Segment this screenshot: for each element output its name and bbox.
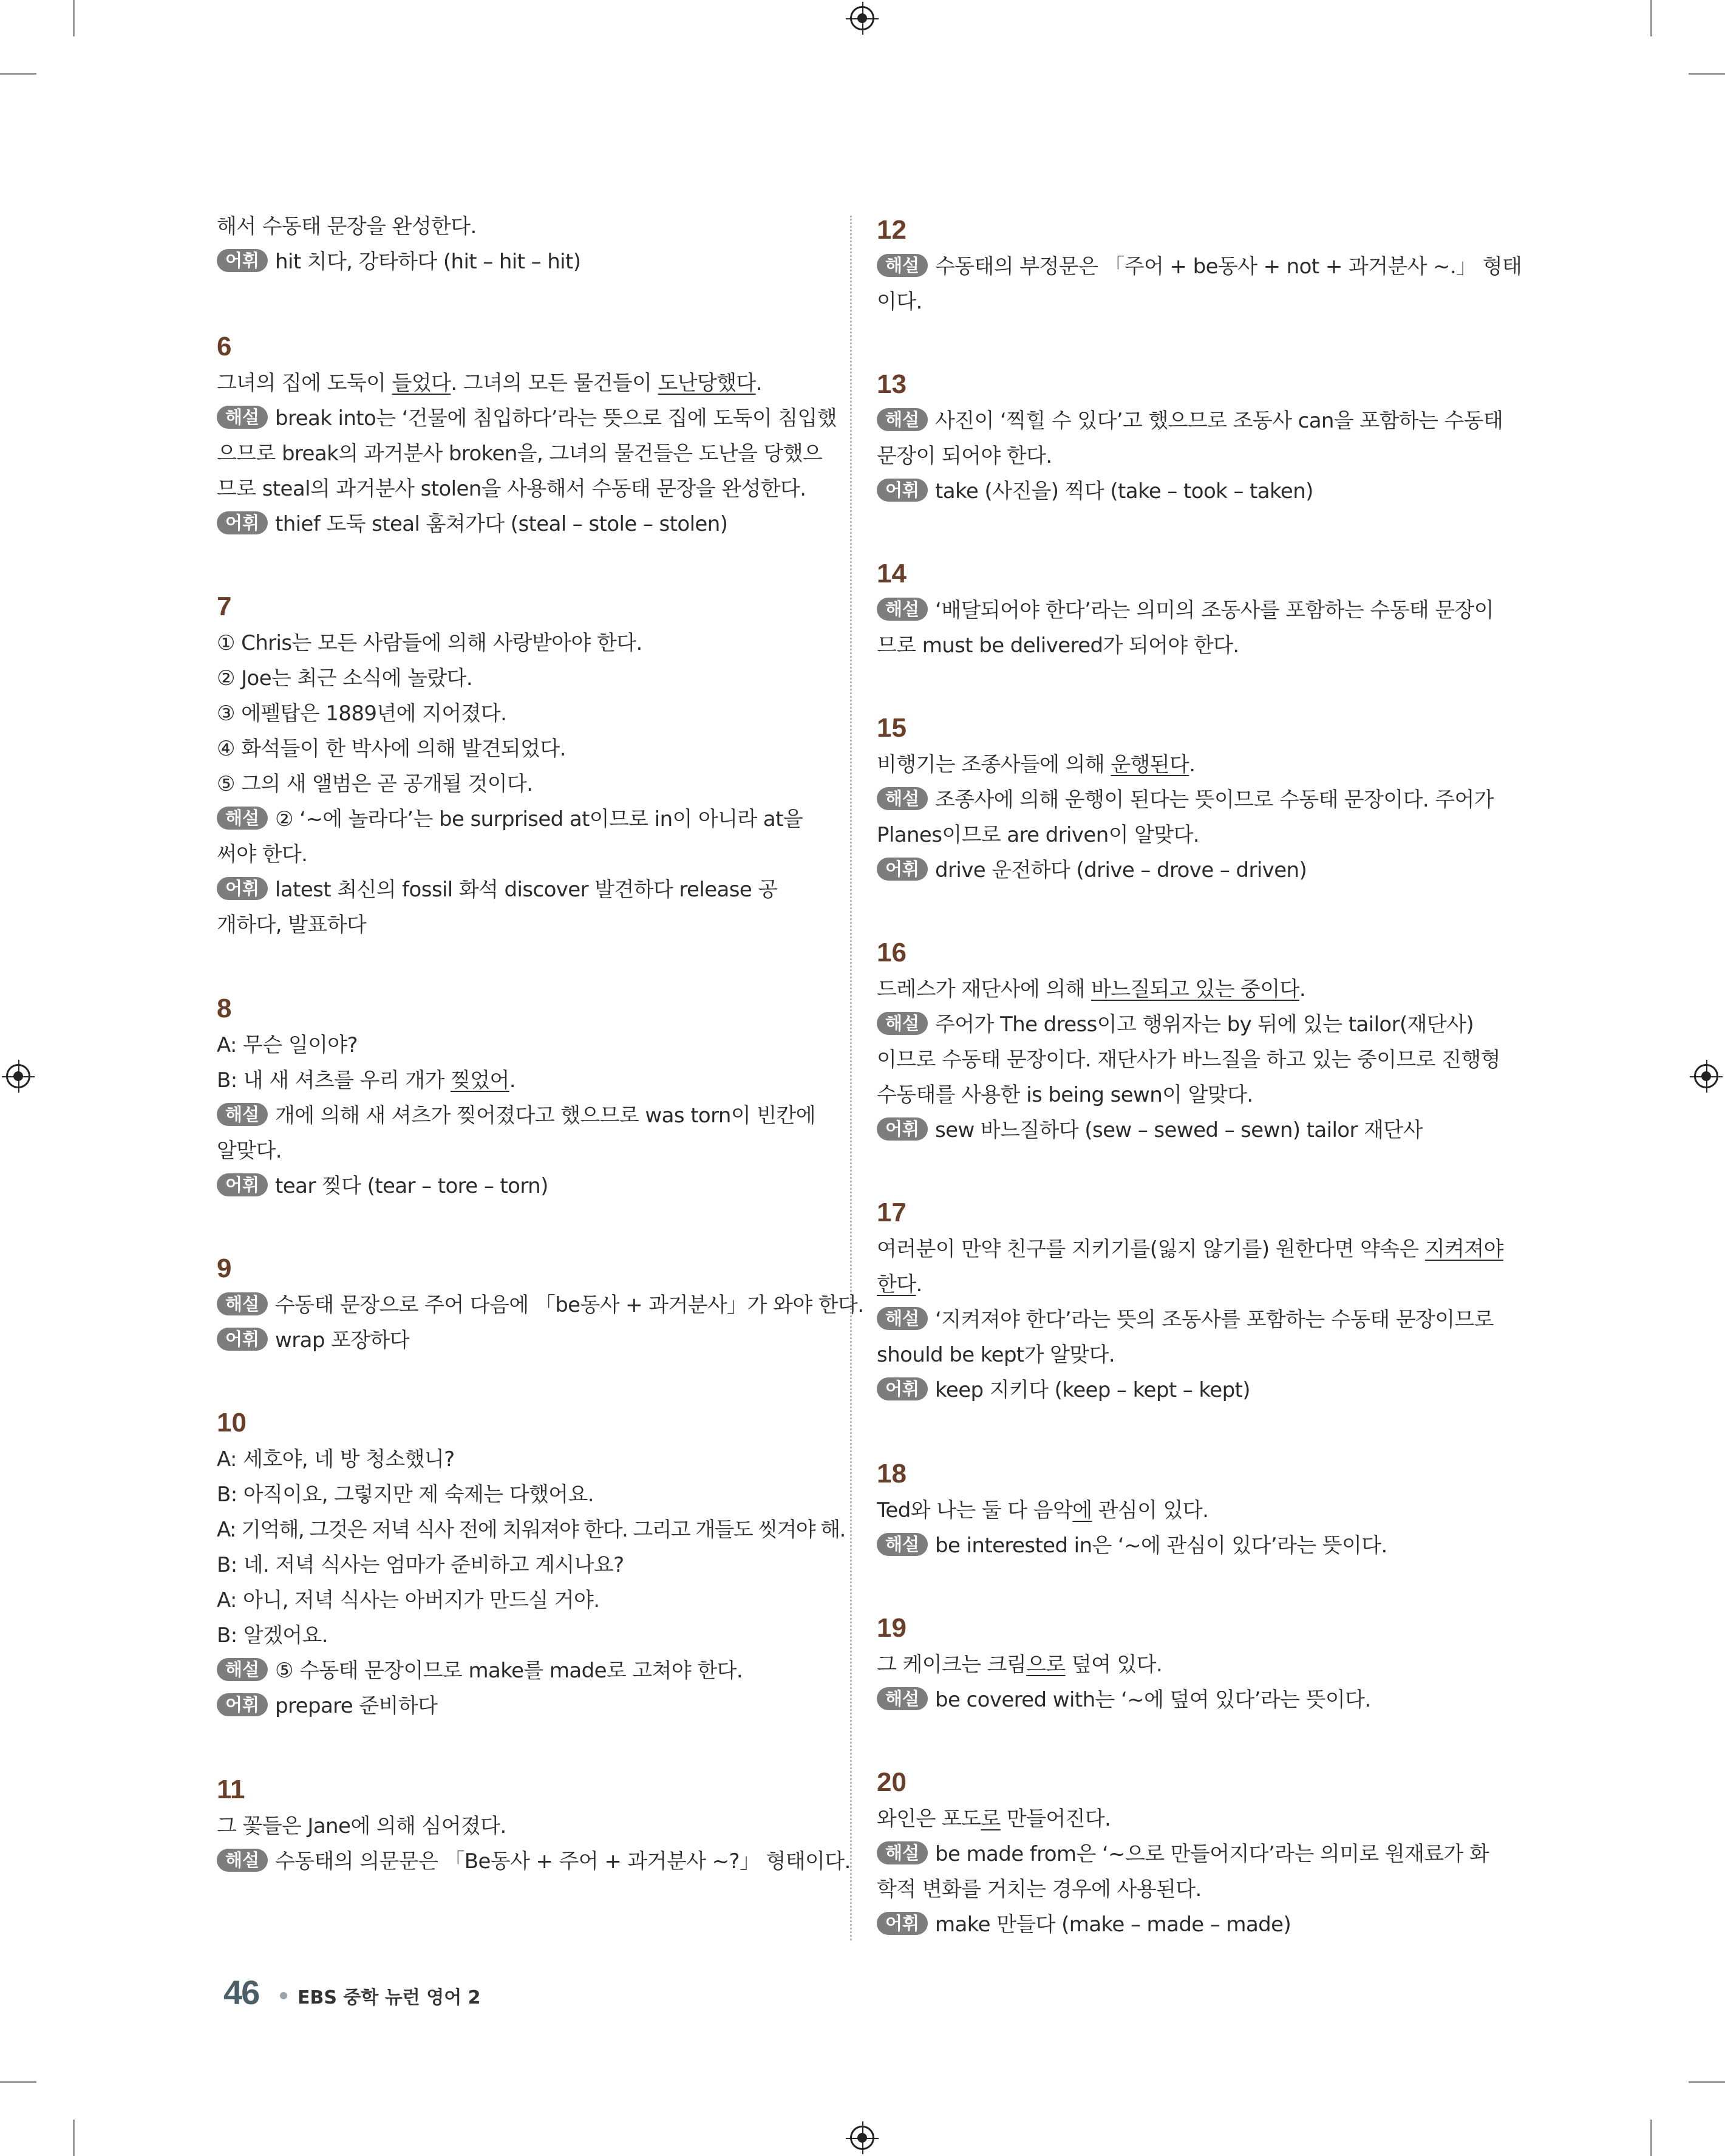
explanation-text: 이므로 수동태 문장이다. 재단사가 바느질을 하고 있는 중이므로 진행형 — [877, 1048, 1500, 1072]
translation-text: 드레스가 재단사에 의해 바느질되고 있는 중이다. — [877, 977, 1306, 1001]
explanation-text: 이다. — [877, 290, 922, 314]
dialogue-line: A: 아니, 저녁 식사는 아버지가 만드실 거야. — [217, 1588, 600, 1612]
translation-text: 비행기는 조종사들에 의해 운행된다. — [877, 752, 1196, 777]
registration-mark-icon — [1694, 1064, 1718, 1088]
question-number: 7 — [217, 592, 232, 621]
option-text: ② Joe는 최근 소식에 놀랐다. — [217, 666, 473, 691]
answer-block-6 — [217, 330, 837, 542]
question-number: 15 — [877, 713, 907, 743]
crop-mark — [73, 0, 75, 36]
explanation-tag: 해설 — [877, 254, 928, 277]
answer-block-8 — [217, 992, 830, 1204]
explanation-tag: 해설 — [217, 1658, 268, 1681]
vocab-tag: 어휘 — [877, 858, 928, 881]
answer-block-19 — [877, 1612, 1490, 1718]
explanation-text: 므로 steal의 과거분사 stolen을 사용해서 수동태 문장을 완성한다. — [217, 477, 806, 501]
explanation-line: 해설 수동태 문장으로 주어 다음에 「be동사 + 과거분사」가 와야 한다. — [217, 1288, 830, 1323]
explanation-tag: 해설 — [877, 1012, 928, 1035]
question-number: 20 — [877, 1767, 907, 1797]
explanation-line: 해설 be made from은 ‘~으로 만들어지다’라는 의미로 원재료가 화 — [877, 1837, 1490, 1872]
answer-block-15 — [877, 712, 1494, 888]
vocab-tag: 어휘 — [877, 1377, 928, 1400]
vocab-line: 어휘 drive 운전하다 (drive – drove – driven) — [877, 853, 1490, 888]
answer-block-12 — [877, 214, 1522, 319]
explanation-line: 해설 주어가 The dress이고 행위자는 by 뒤에 있는 tailor(재단사) — [877, 1007, 1490, 1042]
registration-mark-icon — [6, 1064, 30, 1088]
explanation-tag: 해설 — [877, 1841, 928, 1864]
translation-text: 그 꽃들은 Jane에 의해 심어졌다. — [217, 1814, 506, 1838]
explanation-line: 해설 be interested in은 ‘~에 관심이 있다’라는 뜻이다. — [877, 1528, 1490, 1563]
vocab-line: 어휘 prepare 준비하다 — [217, 1688, 830, 1724]
crop-mark — [0, 73, 36, 75]
question-number: 12 — [877, 215, 907, 245]
vocab-tag: 어휘 — [217, 1173, 268, 1196]
dialogue-line: A: 무슨 일이야? — [217, 1033, 358, 1057]
vocab-tag: 어휘 — [217, 1693, 268, 1716]
vocab-line: 어휘 make 만들다 (make – made – made) — [877, 1907, 1490, 1942]
option-text: ① Chris는 모든 사람들에 의해 사랑받아야 한다. — [217, 631, 642, 655]
dialogue-line: A: 기억해, 그것은 저녁 식사 전에 치워져야 한다. 그리고 개들도 씻겨야 해. — [217, 1518, 845, 1542]
translation-text: 와인은 포도로 만들어진다. — [877, 1807, 1111, 1831]
answer-block-20 — [877, 1766, 1490, 1942]
vocab-text: 개하다, 발표하다 — [217, 913, 367, 937]
answer-block-17 — [877, 1196, 1503, 1408]
explanation-line: 해설 ‘지켜져야 한다’라는 뜻의 조동사를 포함하는 수동태 문장이므로 — [877, 1302, 1490, 1337]
dialogue-line: B: 알겠어요. — [217, 1623, 328, 1648]
explanation-text: 해서 수동태 문장을 완성한다. — [217, 214, 477, 239]
explanation-text: 학적 변화를 거치는 경우에 사용된다. — [877, 1877, 1202, 1902]
question-number: 8 — [217, 994, 232, 1023]
vocab-line: 어휘 tear 찢다 (tear – tore – torn) — [217, 1168, 830, 1204]
column-divider — [850, 216, 852, 1940]
vocab-line: 어휘 sew 바느질하다 (sew – sewed – sewn) tailor 재단사 — [877, 1113, 1490, 1148]
explanation-text: Planes이므로 are driven이 알맞다. — [877, 823, 1200, 847]
explanation-tag: 해설 — [877, 1687, 928, 1710]
explanation-tag: 해설 — [877, 1533, 928, 1556]
explanation-line: 해설 break into는 ‘건물에 침입하다’라는 뜻으로 집에 도둑이 침입했 — [217, 401, 830, 436]
question-number: 6 — [217, 332, 232, 361]
vocab-tag: 어휘 — [877, 1117, 928, 1141]
book-title: EBS 중학 뉴런 영어 2 — [298, 1987, 481, 2008]
question-number: 13 — [877, 369, 907, 399]
vocab-line — [217, 244, 830, 279]
question-number: 18 — [877, 1459, 907, 1489]
vocab-line: 어휘 keep 지키다 (keep – kept – kept) — [877, 1373, 1490, 1408]
vocab-tag: 어휘 — [217, 877, 268, 900]
answer-block-16 — [877, 936, 1500, 1148]
crop-mark — [1689, 2081, 1725, 2083]
answer-block-9 — [217, 1252, 864, 1358]
explanation-tag: 해설 — [877, 408, 928, 431]
explanation-line: 해설 사진이 ‘찍힐 수 있다’고 했으므로 조동사 can을 포함하는 수동태 — [877, 403, 1490, 438]
registration-mark-icon — [850, 2126, 874, 2150]
explanation-line: 해설 ‘배달되어야 한다’라는 의미의 조동사를 포함하는 수동태 문장이 — [877, 593, 1490, 628]
explanation-line: 해설 개에 의해 새 셔츠가 찢어졌다고 했으므로 was torn이 빈칸에 — [217, 1098, 830, 1133]
option-text: ⑤ 그의 새 앨범은 곧 공개될 것이다. — [217, 772, 533, 796]
vocab-line: 어휘 thief 도둑 steal 훔쳐가다 (steal – stole – stolen) — [217, 507, 830, 542]
question-number: 17 — [877, 1198, 907, 1227]
translation-text: 여러분이 만약 친구를 지키기를(잃지 않기를) 원한다면 약속은 지켜져야 — [877, 1237, 1503, 1261]
crop-mark — [0, 2081, 36, 2083]
explanation-text: 써야 한다. — [217, 842, 308, 867]
explanation-tag: 해설 — [877, 598, 928, 621]
dialogue-line: A: 세호야, 네 방 청소했니? — [217, 1447, 455, 1472]
explanation-text: 알맞다. — [217, 1139, 282, 1163]
answer-block-14 — [877, 558, 1494, 663]
vocab-line: 어휘 take (사진을) 찍다 (take – took – taken) — [877, 474, 1490, 509]
answer-block-5-continued — [217, 209, 830, 279]
explanation-text: 수동태를 사용한 is being sewn이 알맞다. — [877, 1083, 1253, 1107]
translation-text: Ted와 나는 둘 다 음악에 관심이 있다. — [877, 1498, 1209, 1523]
explanation-tag: 해설 — [217, 807, 268, 830]
translation-text: 그 케이크는 크림으로 덮여 있다. — [877, 1653, 1163, 1677]
vocab-line: 어휘 latest 최신의 fossil 화석 discover 발견하다 release 공 — [217, 872, 830, 907]
crop-mark — [1650, 0, 1652, 36]
explanation-line: 해설 ⑤ 수동태 문장이므로 make를 made로 고쳐야 한다. — [217, 1653, 830, 1688]
explanation-tag: 해설 — [217, 1849, 268, 1872]
explanation-text: 으므로 break의 과거분사 broken을, 그녀의 물건들은 도난을 당했으 — [217, 442, 823, 466]
vocab-tag: 어휘 — [877, 1912, 928, 1935]
explanation-line: 해설 수동태의 부정문은 「주어 + be동사 + not + 과거분사 ~.」 형태 — [877, 249, 1490, 284]
question-number: 19 — [877, 1613, 907, 1643]
explanation-tag: 해설 — [217, 406, 268, 429]
answer-block-10 — [217, 1407, 845, 1724]
explanation-line: 해설 ② ‘~에 놀라다’는 be surprised at이므로 in이 아니라 at을 — [217, 802, 830, 837]
bullet-dot-icon — [280, 1992, 287, 1999]
explanation-text: 문장이 되어야 한다. — [877, 444, 1052, 468]
option-text: ④ 화석들이 한 박사에 의해 발견되었다. — [217, 737, 566, 761]
explanation-tag: 해설 — [217, 1292, 268, 1315]
explanation-tag: 해설 — [217, 1103, 268, 1126]
vocab-tag: 어휘 — [877, 479, 928, 502]
translation-text: 그녀의 집에 도둑이 들었다. 그녀의 모든 물건들이 도난당했다. — [217, 371, 762, 395]
explanation-text: 므로 must be delivered가 되어야 한다. — [877, 633, 1239, 658]
explanation-text: should be kept가 알맞다. — [877, 1343, 1115, 1367]
explanation-tag: 해설 — [877, 787, 928, 810]
dialogue-line: B: 내 새 셔츠를 우리 개가 찢었어. — [217, 1068, 515, 1093]
dialogue-line: B: 네. 저녁 식사는 엄마가 준비하고 계시나요? — [217, 1553, 624, 1577]
translation-text: 한다. — [877, 1272, 922, 1297]
answer-block-13 — [877, 368, 1503, 509]
question-number: 10 — [217, 1408, 247, 1438]
crop-mark — [1689, 73, 1725, 75]
question-number: 9 — [217, 1254, 232, 1283]
explanation-line: 해설 be covered with는 ‘~에 덮여 있다’라는 뜻이다. — [877, 1682, 1490, 1718]
explanation-line: 해설 수동태의 의문문은 「Be동사 + 주어 + 과거분사 ~?」 형태이다. — [217, 1844, 830, 1879]
option-text: ③ 에펠탑은 1889년에 지어졌다. — [217, 701, 507, 726]
explanation-tag: 해설 — [877, 1307, 928, 1330]
vocab-tag: 어휘 — [217, 1328, 268, 1351]
answer-block-18 — [877, 1458, 1490, 1563]
question-number: 14 — [877, 559, 907, 588]
crop-mark — [73, 2120, 75, 2156]
answer-block-7 — [217, 590, 830, 943]
explanation-line: 해설 조종사에 의해 운행이 된다는 뜻이므로 수동태 문장이다. 주어가 — [877, 782, 1490, 817]
answer-block-11 — [217, 1773, 851, 1879]
dialogue-line: B: 아직이요, 그렇지만 제 숙제는 다했어요. — [217, 1482, 594, 1507]
vocab-line: 어휘 wrap 포장하다 — [217, 1323, 830, 1358]
crop-mark — [1650, 2120, 1652, 2156]
question-number: 11 — [217, 1775, 245, 1804]
vocab-tag: 어휘 — [217, 249, 268, 272]
question-number: 16 — [877, 938, 907, 967]
registration-mark-icon — [850, 6, 874, 30]
vocab-text: hit 치다, 강타하다 (hit – hit – hit) — [275, 250, 581, 274]
vocab-tag: 어휘 — [217, 511, 268, 534]
page-number: 46 — [223, 1973, 259, 2011]
